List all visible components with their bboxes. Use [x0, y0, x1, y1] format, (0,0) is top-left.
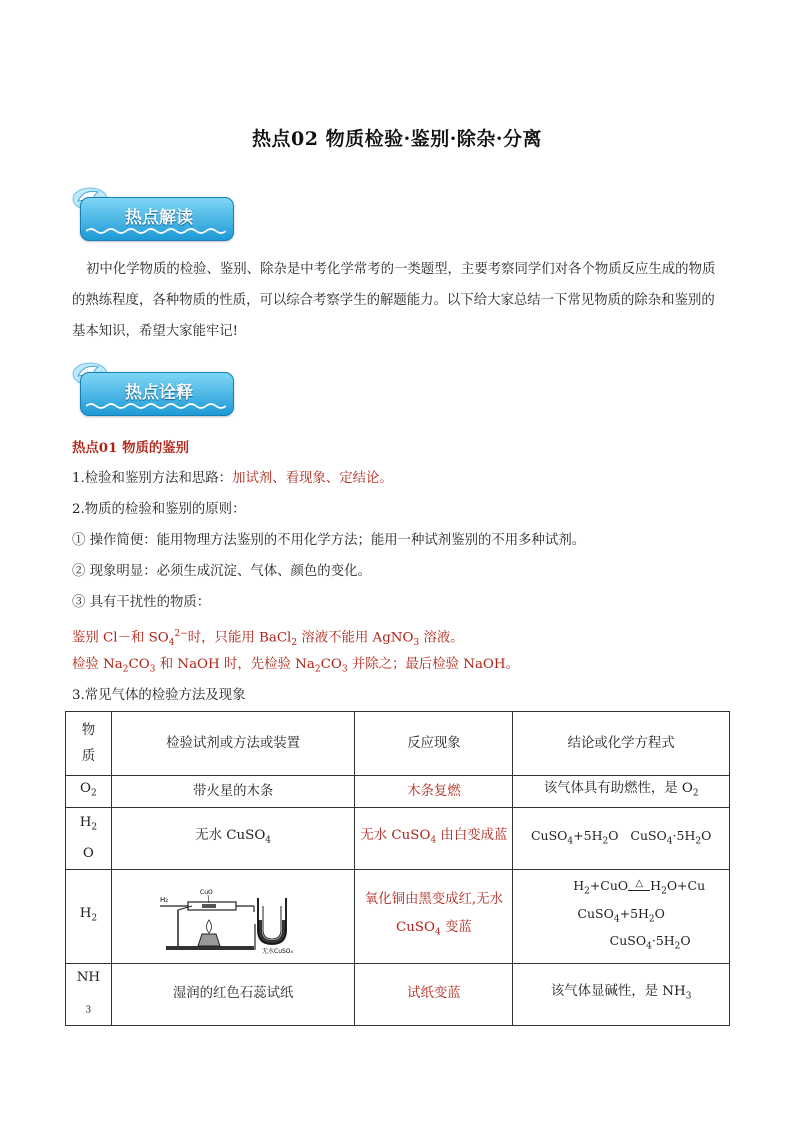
header-phenomenon: 反应现象 — [355, 712, 513, 776]
header-substance: 物 质 — [66, 712, 112, 776]
badge-label: 热点诠释 — [125, 383, 193, 403]
table-row: $H_2$ O 无水 CuSO$_4$ 无水 CuSO$_4$ 由白变成蓝 $CuSO_4+5H_2O$ $CuSO_4\cdot 5H_2O$ — [66, 808, 730, 870]
item-3: 3.常见气体的检验方法及现象 — [72, 688, 246, 703]
intro-paragraph: 初中化学物质的检验、鉴别、除杂是中考化学常考的一类题型，主要考察同学们对各个物质反应生成的物质的熟练程度，各种物质的性质，可以综合考察学生的解题能力。以下给大家总结一下常见物质的除杂和鉴别的基本知识，希望大家能牢记! — [72, 262, 716, 339]
table-row: NH $_3$ 湿润的红色石蕊试纸 试纸变蓝 该气体显碱性，是 $NH_3$ — [66, 964, 730, 1026]
item-1: 1.检验和鉴别方法和思路：加试剂、看现象、定结论。 — [72, 471, 393, 486]
wave-decoration — [86, 402, 226, 410]
svg-text:无水CuSO₄: 无水CuSO₄ — [262, 947, 294, 954]
badge-label: 热点解读 — [125, 208, 193, 228]
header-method: 检验试剂或方法或装置 — [111, 712, 355, 776]
principle-2: ② 现象明显：必须生成沉淀、气体、颜色的变化。 — [72, 564, 371, 579]
apparatus-diagram — [158, 880, 308, 954]
wave-decoration — [86, 227, 226, 235]
gas-test-table — [65, 711, 730, 1026]
svg-text:H₂: H₂ — [160, 895, 169, 904]
principle-3: ③ 具有干扰性的物质： — [72, 595, 211, 610]
table-header-row — [66, 712, 730, 776]
table-row: $O_2$ 带火星的木条 木条复燃 该气体具有助燃性，是 $O_2$ — [66, 776, 730, 808]
principle-1: ① 操作简便：能用物理方法鉴别的不用化学方法；能用一种试剂鉴别的不用多种试剂。 — [72, 533, 586, 548]
hotspot-explain-badge — [70, 358, 240, 418]
item-2: 2.物质的检验和鉴别的原则： — [72, 502, 246, 517]
hydrate-equation: $CuSO_4+5H_2O$ $CuSO_4\cdot 5H_2O$ — [513, 808, 730, 870]
svg-text:CuO: CuO — [200, 888, 213, 896]
reduction-equations: $H_2+CuO$ △ $H_2O+Cu$ $CuSO_4+5H_2O$ $CuSO_4\cdot 5H_2O$ — [513, 870, 730, 964]
apparatus-cell — [111, 870, 355, 964]
section-heading: 热点01 物质的鉴别 — [72, 440, 190, 456]
page-title: 热点02 物质检验·鉴别·除杂·分离 — [252, 128, 542, 150]
table-row: $H_2$ H₂ CuO 无水CuSO₄ 氧化铜由黑变成红,无水 CuSO$_4$ 变蓝 $H_2+CuO$ △ $H_2O+Cu$ $CuSO_4+5H_2O$ $CuSO_4\cdot 5H_2O$ — [66, 870, 730, 964]
rule-chloride-sulfate: 鉴别 Cl－和 $SO_4^{2-}$时，只能用 BaCl$_2$ 溶液不能用 AgNO$_3$ 溶液。 — [72, 629, 464, 649]
header-conclusion: 结论或化学方程式 — [513, 712, 730, 776]
rule-carbonate-hydroxide: 检验 $Na_2CO_3$ 和 NaOH 时，先检验 $Na_2CO_3$ 并除之；最后检验 NaOH。 — [72, 657, 519, 675]
hotspot-interpret-badge — [70, 183, 240, 243]
